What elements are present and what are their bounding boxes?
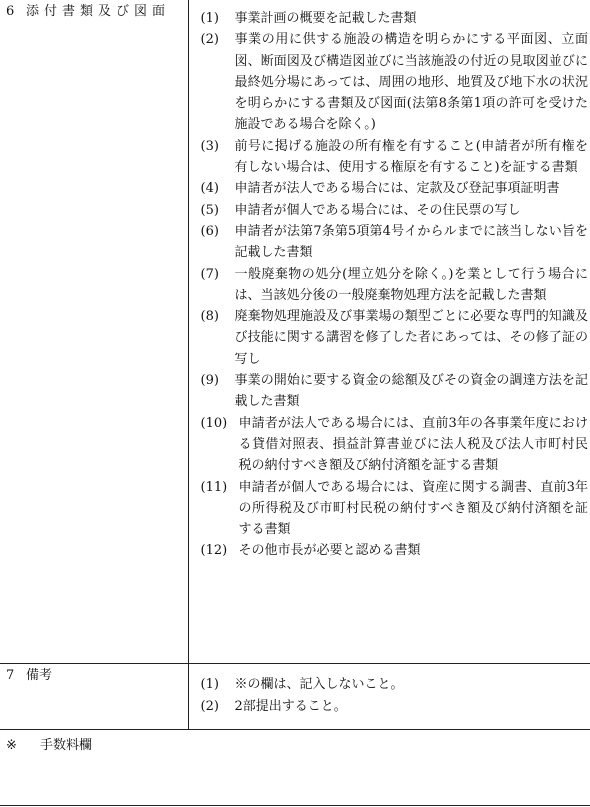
list-item: [201, 413, 589, 477]
item-text: 事業計画の概要を記載した書類: [234, 11, 417, 26]
item-number: (7): [200, 266, 219, 282]
item-number: (11): [200, 479, 228, 495]
item-text: 廃棄物処理施設及び事業場の類型ごとに必要な専門的知識及び技能に関する講習を修了した者にあっては、その修了証の写し: [234, 309, 588, 367]
item-text: 事業の開始に要する資金の総額及びその資金の調達方法を記載した書類: [234, 373, 588, 410]
item-number: (12): [200, 543, 228, 559]
item-number: (9): [200, 373, 219, 389]
remarks-label-cell: [0, 663, 188, 729]
item-text: 申請者が法人である場合には、定款及び登記事項証明書: [234, 181, 560, 197]
reserved-mark: ※: [6, 737, 17, 753]
section-number: 7: [6, 667, 15, 683]
list-item: [201, 540, 589, 561]
list-item: [201, 264, 589, 307]
item-number: (2): [200, 32, 219, 48]
item-number: (3): [200, 138, 219, 154]
list-item: [201, 221, 589, 264]
list-item: [201, 306, 589, 370]
remarks-list: [201, 674, 589, 718]
item-number: (1): [200, 11, 219, 26]
remarks-content-cell: [188, 663, 590, 729]
item-text: ※の欄は、記入しないこと。: [234, 676, 404, 692]
item-text: その他市長が必要と認める書類: [238, 543, 421, 559]
item-number: (6): [200, 223, 219, 239]
attachments-content-cell: [188, 0, 590, 663]
attachments-list: [201, 8, 589, 562]
list-item: [201, 200, 589, 221]
list-item: [201, 674, 589, 696]
list-item: [201, 477, 589, 541]
item-text: 申請者が法人である場合には、直前3年の各事業年度における貸借対照表、損益計算書並びに法人税及び法人市町村民税の納付すべき額及び納付済額を証する書類: [238, 415, 588, 474]
item-number: (8): [200, 309, 219, 325]
list-item: [201, 29, 589, 135]
item-text: 前号に掲げる施設の所有権を有すること(申請者が所有権を有しない場合は、使用する権原を有すること)を証する書類: [234, 138, 588, 176]
item-number: (1): [200, 676, 219, 692]
fee-row: [0, 729, 590, 805]
list-item: [201, 370, 589, 413]
section-label: 備考: [26, 667, 53, 683]
fee-cell: [0, 729, 590, 805]
list-item: [201, 8, 589, 29]
fee-label: 手数料欄: [40, 737, 93, 753]
item-number: (2): [200, 698, 219, 714]
item-number: (10): [200, 415, 228, 431]
remarks-row: [0, 663, 590, 729]
item-text: 申請者が法第7条第5項第4号イからルまでに該当しない旨を記載した書類: [234, 223, 588, 261]
item-number: (5): [200, 202, 219, 218]
item-text: 一般廃棄物の処分(埋立処分を除く。)を業として行う場合には、当該処分後の一般廃棄物処理方法を記載した書類: [234, 266, 588, 303]
list-item: [201, 696, 589, 718]
item-text: 申請者が個人である場合には、その住民票の写し: [234, 202, 521, 218]
list-item: [201, 178, 589, 199]
item-text: 2部提出すること。: [234, 698, 347, 714]
section-number: 6: [6, 4, 15, 19]
item-text: 申請者が個人である場合には、資産に関する調書、直前3年の所得税及び市町村民税の納付すべき額及び納付済額を証する書類: [238, 479, 588, 538]
item-text: 事業の用に供する施設の構造を明らかにする平面図、立面図、断面図及び構造図並びに当該施設の付近の見取図並びに最終処分場にあっては、周囲の地形、地質及び地下水の状況を明らかにする書類及び図面(法第8条第1項の許可を受けた施設である場合を除く。): [234, 32, 588, 133]
list-item: [201, 136, 589, 179]
section-label: 添付書類及び図面: [26, 4, 171, 19]
attachments-label-cell: [0, 0, 188, 663]
item-number: (4): [200, 181, 219, 197]
